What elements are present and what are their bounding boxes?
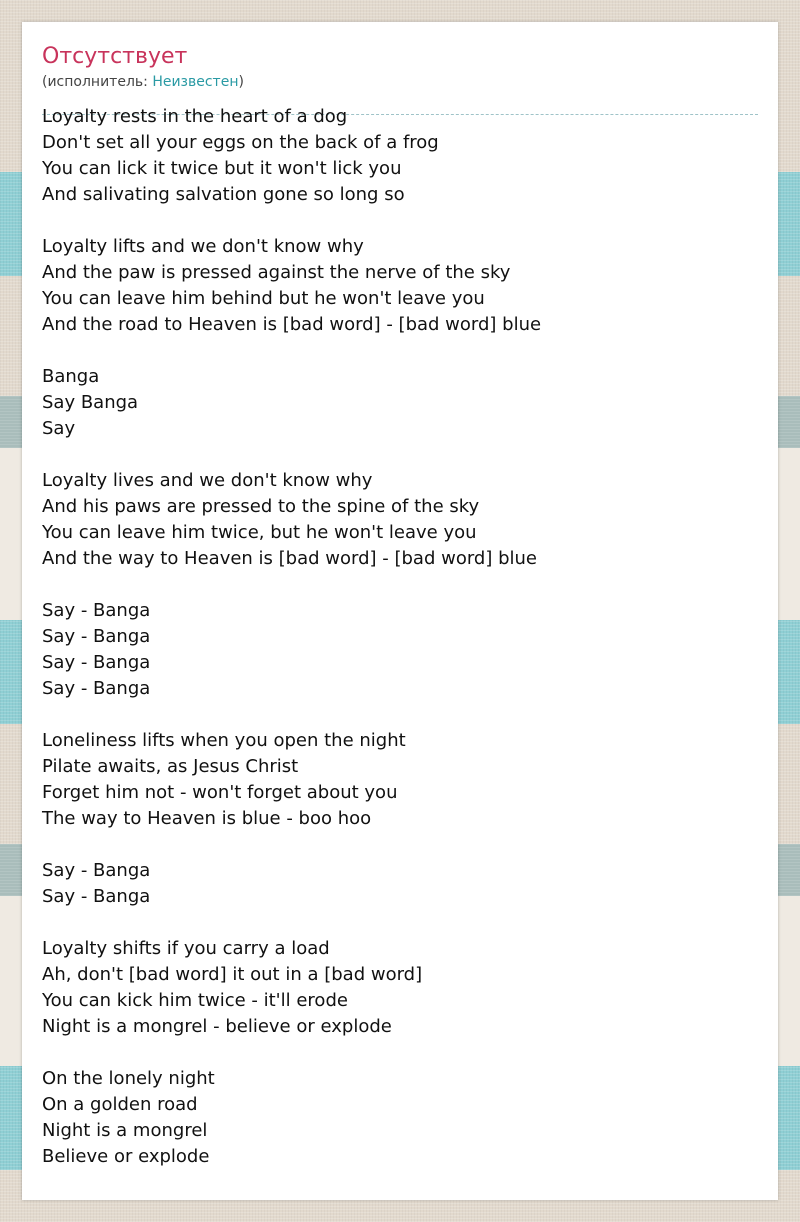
lyrics-card [22, 22, 778, 1200]
artist-link[interactable]: Неизвестен [152, 74, 239, 90]
lyric-line: Say [42, 418, 76, 439]
lyric-line: And the road to Heaven is [bad word] - [bad word] blue [42, 314, 542, 335]
lyric-line: Say - Banga [42, 600, 151, 621]
lyric-blank-line [42, 572, 758, 598]
lyric-blank-line [42, 910, 758, 936]
lyric-line: Night is a mongrel - believe or explode [42, 1016, 392, 1037]
artist-line [42, 72, 244, 92]
lyric-line: And his paws are pressed to the spine of the sky [42, 496, 480, 517]
lyric-line: Night is a mongrel [42, 1120, 208, 1141]
lyric-line: Say - Banga [42, 678, 151, 699]
lyric-line: You can leave him behind but he won't leave you [42, 288, 485, 309]
lyric-line: And salivating salvation gone so long so [42, 184, 405, 205]
lyric-line: Forget him not - won't forget about you [42, 782, 398, 803]
lyric-line: Say - Banga [42, 652, 151, 673]
lyric-line: Loyalty shifts if you carry a load [42, 938, 330, 959]
lyric-blank-line [42, 702, 758, 728]
lyric-line: Say - Banga [42, 626, 151, 647]
lyric-line: Say Banga [42, 392, 139, 413]
lyric-blank-line [42, 338, 758, 364]
lyric-line: You can leave him twice, but he won't leave you [42, 522, 477, 543]
lyric-line: You can lick it twice but it won't lick you [42, 158, 402, 179]
lyric-line: Say - Banga [42, 886, 151, 907]
lyric-line: On a golden road [42, 1094, 198, 1115]
lyric-blank-line [42, 832, 758, 858]
lyric-line: The way to Heaven is blue - boo hoo [42, 808, 372, 829]
lyric-line: Pilate awaits, as Jesus Christ [42, 756, 299, 777]
lyric-line: Loyalty lives and we don't know why [42, 470, 373, 491]
lyric-blank-line [42, 442, 758, 468]
lyric-line: Believe or explode [42, 1146, 210, 1167]
lyric-line: Loyalty lifts and we don't know why [42, 236, 364, 257]
lyric-line: Don't set all your eggs on the back of a frog [42, 132, 439, 153]
lyrics-text [42, 104, 758, 1170]
lyric-blank-line [42, 208, 758, 234]
lyric-line: On the lonely night [42, 1068, 215, 1089]
song-title: Отсутствует [42, 44, 188, 69]
artist-prefix: (исполнитель: [42, 74, 153, 90]
artist-suffix: ) [238, 74, 244, 90]
lyric-line: Loneliness lifts when you open the night [42, 730, 406, 751]
lyric-line: Say - Banga [42, 860, 151, 881]
lyric-line: You can kick him twice - it'll erode [42, 990, 348, 1011]
lyric-blank-line [42, 1040, 758, 1066]
lyric-line: Loyalty rests in the heart of a dog [42, 106, 348, 127]
lyric-line: And the way to Heaven is [bad word] - [bad word] blue [42, 548, 537, 569]
lyric-line: And the paw is pressed against the nerve of the sky [42, 262, 511, 283]
lyric-line: Banga [42, 366, 100, 387]
lyric-line: Ah, don't [bad word] it out in a [bad word] [42, 964, 423, 985]
